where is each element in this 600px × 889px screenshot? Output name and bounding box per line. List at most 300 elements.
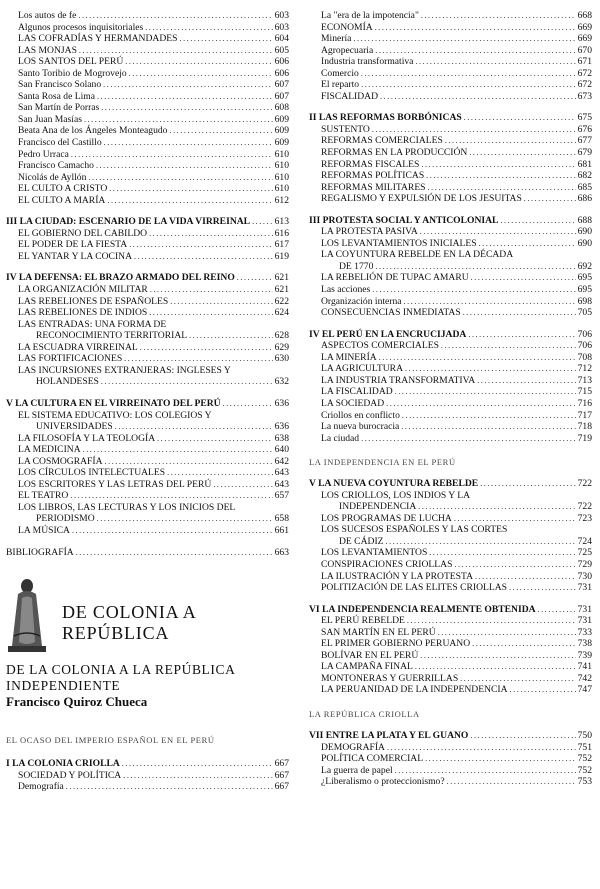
toc-entry-title: Beata Ana de los Ángeles Monteagudo: [18, 125, 168, 137]
toc-entry-title: VII ENTRE LA PLATA Y EL GUANO: [309, 729, 469, 741]
toc-entry-title: CONSPIRACIONES CRIOLLAS: [321, 558, 453, 570]
dot-leader: [404, 296, 576, 308]
dot-leader: [103, 79, 272, 91]
toc-entry-title: La guerra de papel: [321, 764, 393, 776]
toc-entry[interactable]: [6, 33, 289, 45]
dot-leader: [405, 363, 576, 375]
toc-entry-title: LA REBELIÓN DE TUPAC AMARU: [321, 272, 469, 284]
toc-page-number: 673: [577, 90, 592, 102]
toc-entry[interactable]: [309, 638, 592, 650]
section-spacer: [309, 205, 592, 215]
toc-entry-title: EL PODER DE LA FIESTA: [18, 239, 128, 251]
toc-entry[interactable]: [309, 501, 592, 513]
toc-entry-title: REFORMAS POLÍTICAS: [321, 170, 425, 182]
dot-leader: [470, 730, 575, 742]
toc-chapter-entry[interactable]: [6, 272, 289, 284]
toc-entry[interactable]: [6, 114, 289, 126]
toc-page-number: 695: [577, 284, 592, 296]
toc-page-number: 685: [577, 181, 592, 193]
toc-page-number: 741: [577, 661, 592, 673]
toc-entry[interactable]: [309, 307, 592, 319]
toc-page-number: 609: [274, 137, 289, 149]
toc-entry[interactable]: [309, 398, 592, 410]
dot-leader: [454, 513, 576, 525]
dot-leader: [237, 272, 273, 284]
toc-entry-title: La ciudad: [321, 432, 360, 444]
toc-entry[interactable]: [309, 45, 592, 57]
toc-chapter-entry[interactable]: [309, 215, 592, 227]
toc-entry[interactable]: [6, 22, 289, 34]
toc-entry[interactable]: [6, 56, 289, 68]
dot-leader: [402, 410, 576, 422]
toc-entry[interactable]: [6, 102, 289, 114]
dot-leader: [472, 638, 575, 650]
toc-entry[interactable]: [6, 251, 289, 263]
toc-entry-title: El reparto: [321, 79, 360, 91]
toc-entry[interactable]: [309, 536, 592, 548]
section-spacer: [6, 388, 289, 398]
toc-entry[interactable]: [309, 753, 592, 765]
dot-leader: [425, 753, 576, 765]
toc-entry-title: LA PROTESTA PASIVA: [321, 226, 418, 238]
dot-leader: [372, 284, 575, 296]
toc-entry-title: Industria transformativa: [321, 56, 414, 68]
section-spacer: [309, 444, 592, 454]
dot-leader: [471, 272, 576, 284]
toc-chapter-entry[interactable]: [309, 112, 592, 124]
toc-entry-title: POLÍTICA COMERCIAL: [321, 753, 424, 765]
toc-entry[interactable]: [6, 456, 289, 468]
toc-entry[interactable]: [309, 296, 592, 308]
dot-leader: [447, 776, 576, 788]
toc-entry[interactable]: [309, 249, 592, 261]
toc-entry[interactable]: [6, 91, 289, 103]
toc-entry[interactable]: [309, 375, 592, 387]
dot-leader: [372, 124, 576, 136]
toc-entry-title: LOS LIBROS, LAS LECTURAS Y LOS INICIOS DEL: [18, 501, 236, 513]
toc-entry-title: LOS PROGRAMAS DE LUCHA: [321, 512, 452, 524]
toc-entry-title: LA MINERÍA: [321, 351, 377, 363]
toc-page-number: 638: [274, 432, 289, 444]
dot-leader: [479, 238, 576, 250]
toc-entry-title: Los autos de fe: [18, 10, 77, 21]
toc-entry[interactable]: [309, 684, 592, 696]
toc-entry[interactable]: [6, 319, 289, 331]
toc-entry-title: Minería: [321, 33, 352, 45]
dot-leader: [70, 490, 272, 502]
section-spacer: [6, 206, 289, 216]
toc-left-column: [6, 10, 289, 793]
toc-page-number: 681: [577, 158, 592, 170]
toc-page-number: 667: [274, 781, 289, 793]
toc-entry[interactable]: [6, 172, 289, 184]
toc-page-number: 682: [577, 170, 592, 182]
toc-entry[interactable]: [6, 513, 289, 525]
dot-leader: [538, 604, 576, 616]
toc-entry[interactable]: [309, 421, 592, 433]
dot-leader: [96, 160, 273, 172]
dot-leader: [101, 376, 273, 388]
toc-page-number: 731: [577, 603, 592, 615]
toc-page-number: 610: [274, 148, 289, 160]
part-header: [6, 572, 289, 662]
toc-entry-title: UNIVERSIDADES: [36, 421, 113, 433]
toc-page-number: 610: [274, 183, 289, 195]
section-heading: LA REPÚBLICA CRIOLLA: [309, 708, 420, 719]
dot-leader: [477, 375, 575, 387]
dot-leader: [387, 742, 576, 754]
toc-entry[interactable]: [309, 68, 592, 80]
dot-leader: [375, 22, 576, 34]
toc-entry[interactable]: [309, 433, 592, 445]
toc-entry-title: FISCALIDAD: [321, 90, 379, 102]
toc-entry[interactable]: [309, 33, 592, 45]
toc-entry[interactable]: [6, 160, 289, 172]
toc-entry-title: BIBLIOGRAFÍA: [6, 546, 74, 558]
toc-entry-title: Francisco del Castillo: [18, 137, 102, 149]
toc-entry[interactable]: [6, 307, 289, 319]
toc-entry[interactable]: [6, 353, 289, 365]
toc-entry[interactable]: [309, 386, 592, 398]
toc-entry[interactable]: [309, 135, 592, 147]
toc-entry-title: SUSTENTO: [321, 123, 370, 135]
toc-entry[interactable]: [309, 182, 592, 194]
toc-entry[interactable]: [309, 352, 592, 364]
toc-entry[interactable]: [6, 296, 289, 308]
dot-leader: [223, 398, 273, 410]
toc-entry[interactable]: [309, 147, 592, 159]
toc-page-number: 722: [577, 478, 592, 490]
toc-page-number: 708: [577, 351, 592, 363]
toc-page-number: 692: [577, 260, 592, 272]
toc-page-number: 612: [274, 194, 289, 206]
toc-entry[interactable]: [6, 195, 289, 207]
toc-page-number: 668: [577, 10, 592, 21]
toc-entry[interactable]: [309, 742, 592, 754]
toc-entry[interactable]: [309, 627, 592, 639]
toc-page-number: 676: [577, 123, 592, 135]
toc-entry-title: III PROTESTA SOCIAL Y ANTICOLONIAL: [309, 214, 499, 226]
section-spacer: [309, 720, 592, 730]
toc-page-number: 661: [274, 524, 289, 536]
toc-entry-title: SAN MARTÍN EN EL PERÚ: [321, 626, 436, 638]
toc-entry-title: LA PERUANIDAD DE LA INDEPENDENCIA: [321, 684, 508, 696]
dot-leader: [129, 239, 272, 251]
toc-page-number: 604: [274, 33, 289, 45]
toc-right-list: [309, 10, 592, 788]
toc-entry[interactable]: [6, 228, 289, 240]
toc-entry-title: V LA NUEVA COYUNTURA REBELDE: [309, 478, 479, 490]
dot-leader: [252, 216, 273, 228]
toc-page-number: 610: [274, 171, 289, 183]
toc-entry-title: ¿Liberalismo o proteccionismo?: [321, 776, 445, 788]
dot-leader: [428, 182, 576, 194]
toc-chapter-entry[interactable]: [6, 758, 289, 770]
toc-page-number: 607: [274, 79, 289, 91]
toc-page-number: 723: [577, 512, 592, 524]
toc-chapter-entry[interactable]: [309, 730, 592, 742]
toc-page-number: 751: [577, 741, 592, 753]
toc-left-bottom-list: [6, 758, 289, 793]
dot-leader: [101, 102, 272, 114]
toc-entry-title: EL SISTEMA EDUCATIVO: LOS COLEGIOS Y: [18, 409, 212, 421]
toc-entry[interactable]: [309, 661, 592, 673]
toc-page-number: 658: [274, 513, 289, 525]
toc-page-number: 630: [274, 353, 289, 365]
dot-leader: [524, 193, 576, 205]
toc-entry-title: EL CULTO A CRISTO: [18, 183, 108, 195]
toc-entry[interactable]: [6, 433, 289, 445]
dot-leader: [420, 650, 575, 662]
dot-leader: [420, 226, 576, 238]
toc-entry[interactable]: [6, 68, 289, 80]
toc-entry-title: LAS INCURSIONES EXTRANJERAS: INGLESES Y: [18, 364, 231, 376]
toc-page-number: 624: [274, 307, 289, 319]
toc-entry[interactable]: [309, 582, 592, 594]
toc-left-list: [6, 10, 289, 558]
section-spacer: [6, 537, 289, 547]
toc-entry[interactable]: [309, 340, 592, 352]
section-heading-ocaso: EL OCASO DEL IMPERIO ESPAÑOL EN EL PERÚ: [6, 735, 215, 746]
toc-entry-title: DE 1770: [339, 260, 374, 272]
toc-page-number: 688: [577, 214, 592, 226]
toc-entry[interactable]: [309, 363, 592, 375]
toc-page-number: 603: [274, 10, 289, 21]
toc-entry[interactable]: [6, 490, 289, 502]
author-name: Francisco Quiroz Chueca: [6, 694, 148, 710]
toc-entry-title: Agropecuaria: [321, 44, 374, 56]
toc-entry-title: LA MEDICINA: [18, 444, 81, 456]
toc-chapter-entry[interactable]: [6, 398, 289, 410]
toc-entry-title: Criollos en conflicto: [321, 409, 400, 421]
dot-leader: [401, 421, 575, 433]
dot-leader: [129, 68, 273, 80]
toc-entry-title: DEMOGRAFÍA: [321, 741, 385, 753]
toc-page-number: 729: [577, 558, 592, 570]
toc-page-number: 603: [274, 21, 289, 33]
toc-entry[interactable]: [6, 239, 289, 251]
toc-entry-title: VI LA INDEPENDENCIA REALMENTE OBTENIDA: [309, 603, 536, 615]
section-heading: LA INDEPENDENCIA EN EL PERÚ: [309, 457, 456, 468]
toc-entry-title: RECONOCIMIENTO TERRITORIAL: [36, 330, 188, 342]
toc-chapter-entry[interactable]: [309, 604, 592, 616]
toc-entry[interactable]: [309, 673, 592, 685]
toc-entry-title: LA ESCUADRA VIRREINAL: [18, 341, 138, 353]
toc-page-number: 706: [577, 340, 592, 352]
toc-entry[interactable]: [309, 410, 592, 422]
toc-page-number: 632: [274, 376, 289, 388]
toc-entry-title: LOS ESCRITORES Y LAS LETRAS DEL PERÚ: [18, 478, 212, 490]
dot-leader: [361, 68, 576, 80]
toc-page-number: 753: [577, 776, 592, 788]
toc-entry[interactable]: [309, 650, 592, 662]
toc-page-number: 670: [577, 44, 592, 56]
toc-entry-title: IV EL PERÚ EN LA ENCRUCIJADA: [309, 328, 467, 340]
toc-entry-title: LOS LEVANTAMIENTOS INICIALES: [321, 237, 477, 249]
toc-entry[interactable]: [6, 547, 289, 559]
dot-leader: [134, 251, 273, 263]
toc-entry-title: LAS REBELIONES DE INDIOS: [18, 307, 148, 319]
toc-entry[interactable]: [6, 10, 289, 22]
toc-entry[interactable]: [309, 765, 592, 777]
toc-entry[interactable]: [309, 559, 592, 571]
toc-entry[interactable]: [6, 781, 289, 793]
toc-page-number: 608: [274, 102, 289, 114]
toc-page-number: 669: [577, 21, 592, 33]
dot-leader: [418, 501, 575, 513]
toc-entry[interactable]: [309, 524, 592, 536]
toc-chapter-entry[interactable]: [309, 478, 592, 490]
toc-entry-title: REFORMAS COMERCIALES: [321, 135, 443, 147]
toc-entry-title: LA INDUSTRIA TRANSFORMATIVA: [321, 374, 476, 386]
toc-entry[interactable]: [6, 284, 289, 296]
toc-entry[interactable]: [6, 45, 289, 57]
dot-leader: [122, 758, 273, 770]
toc-entry-title: REFORMAS FISCALES: [321, 158, 420, 170]
toc-entry-title: LA ORGANIZACIÓN MILITAR: [18, 284, 148, 296]
toc-page-number: 609: [274, 125, 289, 137]
toc-entry[interactable]: [6, 79, 289, 91]
toc-entry-title: DE CÁDIZ: [339, 535, 384, 547]
toc-entry-title: ASPECTOS COMERCIALES: [321, 340, 439, 352]
toc-entry[interactable]: [309, 615, 592, 627]
toc-page-number: 718: [577, 421, 592, 433]
toc-entry[interactable]: [6, 421, 289, 433]
toc-entry[interactable]: [309, 10, 592, 22]
dot-leader: [426, 170, 575, 182]
toc-page-number: 667: [274, 758, 289, 770]
toc-chapter-entry[interactable]: [309, 329, 592, 341]
toc-entry-title: LAS FORTIFICACIONES: [18, 353, 123, 365]
dot-leader: [379, 352, 576, 364]
toc-entry-title: EL TEATRO: [18, 490, 69, 502]
dot-leader: [169, 125, 272, 137]
toc-entry[interactable]: [309, 124, 592, 136]
dot-leader: [157, 433, 272, 445]
toc-entry[interactable]: [309, 490, 592, 502]
dot-leader: [386, 536, 576, 548]
toc-entry[interactable]: [6, 467, 289, 479]
dot-leader: [353, 33, 575, 45]
toc-entry[interactable]: [309, 284, 592, 296]
toc-entry[interactable]: [6, 330, 289, 342]
toc-entry-title: LOS SUCESOS ESPAÑOLES Y LAS CORTES: [321, 524, 508, 536]
dot-leader: [71, 149, 273, 161]
virgin-figure-icon: [6, 576, 48, 654]
toc-entry[interactable]: [309, 159, 592, 171]
toc-entry-title: PERIODISMO: [36, 513, 95, 525]
toc-entry[interactable]: [309, 261, 592, 273]
toc-entry[interactable]: [6, 479, 289, 491]
toc-entry[interactable]: [6, 502, 289, 514]
toc-entry[interactable]: [309, 91, 592, 103]
toc-page-number: 713: [577, 374, 592, 386]
toc-entry-title: POLITIZACIÓN DE LAS ELITES CRIOLLAS: [321, 582, 507, 594]
toc-entry[interactable]: [309, 571, 592, 583]
toc-page-number: 619: [274, 250, 289, 262]
toc-entry-title: EL YANTAR Y LA COCINA: [18, 250, 132, 262]
dot-leader: [76, 547, 273, 559]
dot-leader: [475, 571, 576, 583]
dot-leader: [500, 215, 575, 227]
toc-entry-title: LA CAMPAÑA FINAL: [321, 661, 413, 673]
toc-entry-title: Santa Rosa de Lima: [18, 90, 95, 102]
toc-entry[interactable]: [6, 137, 289, 149]
section-title-line-1: DE LA COLONIA A LA REPÚBLICA: [6, 662, 236, 678]
dot-leader: [140, 342, 273, 354]
toc-entry[interactable]: [6, 444, 289, 456]
toc-page-number: 671: [577, 56, 592, 68]
section-spacer: [309, 102, 592, 112]
toc-entry[interactable]: [309, 170, 592, 182]
toc-entry[interactable]: [309, 547, 592, 559]
dot-leader: [429, 547, 575, 559]
toc-entry[interactable]: [6, 770, 289, 782]
dot-leader: [395, 765, 576, 777]
dot-leader: [464, 112, 576, 124]
toc-entry-title: EL GOBIERNO DEL CABILDO: [18, 227, 148, 239]
dot-leader: [78, 10, 272, 22]
toc-entry[interactable]: [309, 193, 592, 205]
toc-entry[interactable]: [6, 183, 289, 195]
toc-entry[interactable]: [309, 79, 592, 91]
toc-page-number: 663: [274, 546, 289, 558]
dot-leader: [361, 79, 576, 91]
toc-page-number: 731: [577, 615, 592, 627]
dot-leader: [145, 22, 272, 34]
toc-page-number: 716: [577, 397, 592, 409]
toc-chapter-entry[interactable]: [6, 216, 289, 228]
toc-entry-title: Comercio: [321, 67, 359, 79]
dot-leader: [125, 56, 272, 68]
toc-entry[interactable]: [6, 365, 289, 377]
toc-entry-title: LAS MONJAS: [18, 44, 77, 56]
dot-leader: [149, 307, 272, 319]
dot-leader: [170, 296, 272, 308]
toc-entry[interactable]: [6, 125, 289, 137]
toc-page-number: 752: [577, 764, 592, 776]
toc-entry[interactable]: [6, 410, 289, 422]
toc-entry-title: REGALISMO Y EXPULSIÓN DE LOS JESUITAS: [321, 193, 522, 205]
dot-leader: [421, 159, 575, 171]
dot-leader: [421, 10, 576, 22]
toc-entry[interactable]: [309, 513, 592, 525]
toc-entry[interactable]: [6, 525, 289, 537]
toc-entry[interactable]: [309, 226, 592, 238]
toc-entry[interactable]: [309, 776, 592, 788]
toc-entry[interactable]: [309, 272, 592, 284]
toc-entry[interactable]: [309, 238, 592, 250]
toc-page-number: 695: [577, 272, 592, 284]
dot-leader: [361, 433, 576, 445]
toc-entry[interactable]: [6, 342, 289, 354]
dot-leader: [380, 91, 576, 103]
dot-leader: [167, 467, 273, 479]
toc-entry[interactable]: [6, 376, 289, 388]
dot-leader: [460, 673, 575, 685]
dot-leader: [213, 479, 272, 491]
toc-entry-title: V LA CULTURA EN EL VIRREINATO DEL PERÚ: [6, 397, 221, 409]
toc-entry[interactable]: [6, 149, 289, 161]
toc-entry-title: II LAS REFORMAS BORBÓNICAS: [309, 112, 462, 124]
toc-page-number: 733: [577, 626, 592, 638]
toc-entry[interactable]: [309, 22, 592, 34]
toc-page-number: 628: [274, 330, 289, 342]
toc-page-number: 690: [577, 237, 592, 249]
toc-entry[interactable]: [309, 56, 592, 68]
toc-entry-title: LA COYUNTURA REBELDE EN LA DÉCADA: [321, 249, 514, 261]
section-spacer: [309, 319, 592, 329]
